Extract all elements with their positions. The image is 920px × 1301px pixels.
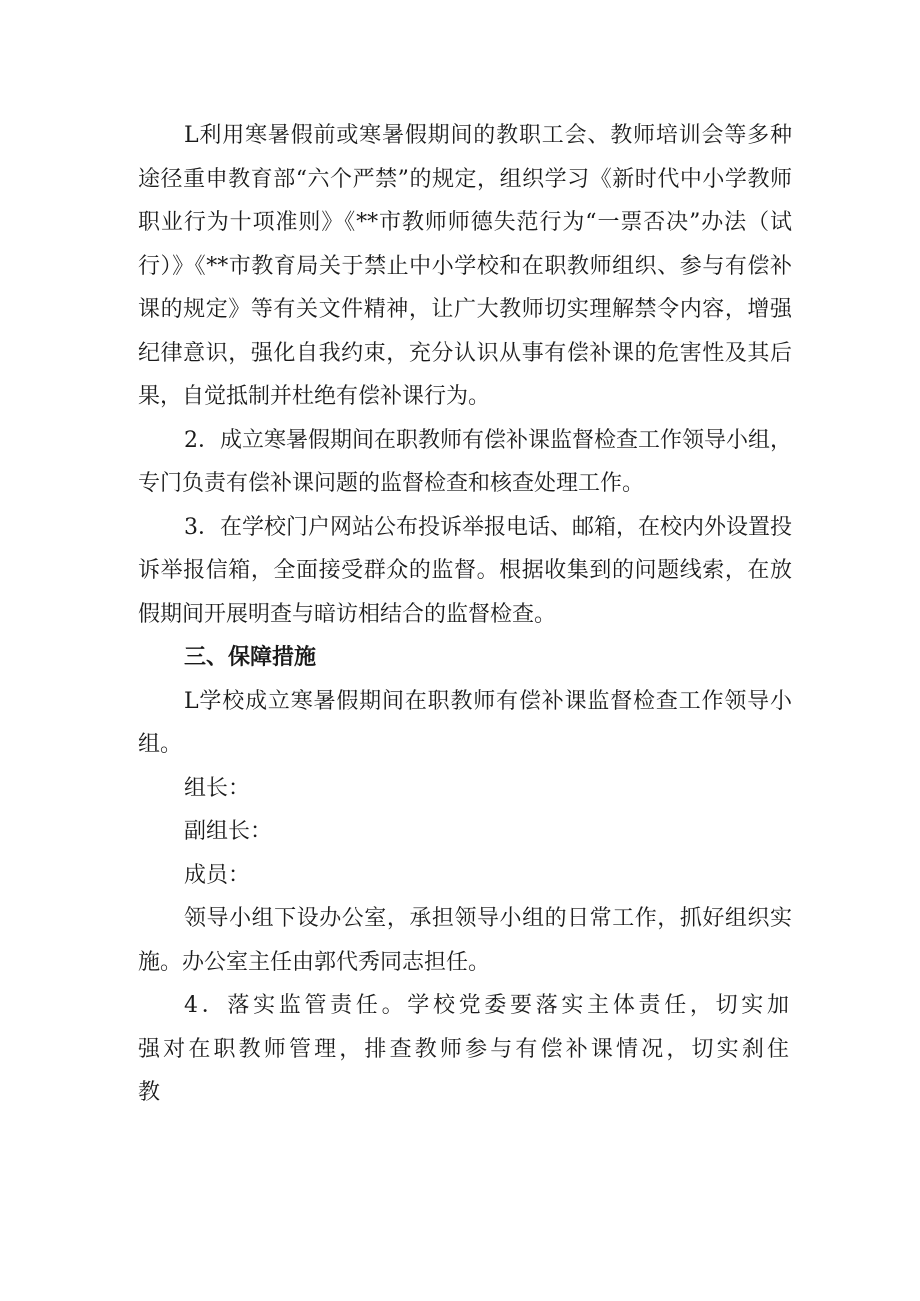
paragraph-leading-group: 2．成立寒暑假期间在职教师有偿补课监督检查工作领导小组，专门负责有偿补课问题的监督检查和核查处理工作。 xyxy=(138,427,792,496)
paragraph-publicize-rules: L利用寒暑假前或寒暑假期间的教职工会、教师培训会等多种途径重申教育部“六个严禁”的规定，组织学习《新时代中小学教师职业行为十项准则》《**市教师师德失范行为“一票否决”办法（试行）》《**市教育局关于禁止中小学校和在职教师组织、参与有偿补课的规定》等有关文件精神，让广大教师切实理解禁令内容，增强纪律意识，强化自我约束，充分认识从事有偿补课的危害性及其后果，自觉抵制并杜绝有偿补课行为。 xyxy=(138,123,792,409)
section-heading-safeguards: 三、保障措施 xyxy=(184,645,317,670)
paragraph-group-leader: 组长： xyxy=(184,775,251,801)
paragraph-members: 成员： xyxy=(184,862,251,888)
paragraph-supervision-duty: 4．落实监管责任。学校党委要落实主体责任，切实加强对在职教师管理，排查教师参与有偿补课情况，切实刹住教 xyxy=(138,993,792,1105)
paragraph-office: 领导小组下设办公室，承担领导小组的日常工作，抓好组织实施。办公室主任由郭代秀同志担任。 xyxy=(138,906,792,975)
paragraph-deputy-leader: 副组长： xyxy=(184,819,273,844)
paragraph-complaint-channels: 3．在学校门户网站公布投诉举报电话、邮箱，在校内外设置投诉举报信箱，全面接受群众的监督。根据收集到的问题线索，在放假期间开展明查与暗访相结合的监督检查。 xyxy=(138,514,792,627)
paragraph-school-group: L学校成立寒暑假期间在职教师有偿补课监督检查工作领导小组。 xyxy=(138,688,792,757)
